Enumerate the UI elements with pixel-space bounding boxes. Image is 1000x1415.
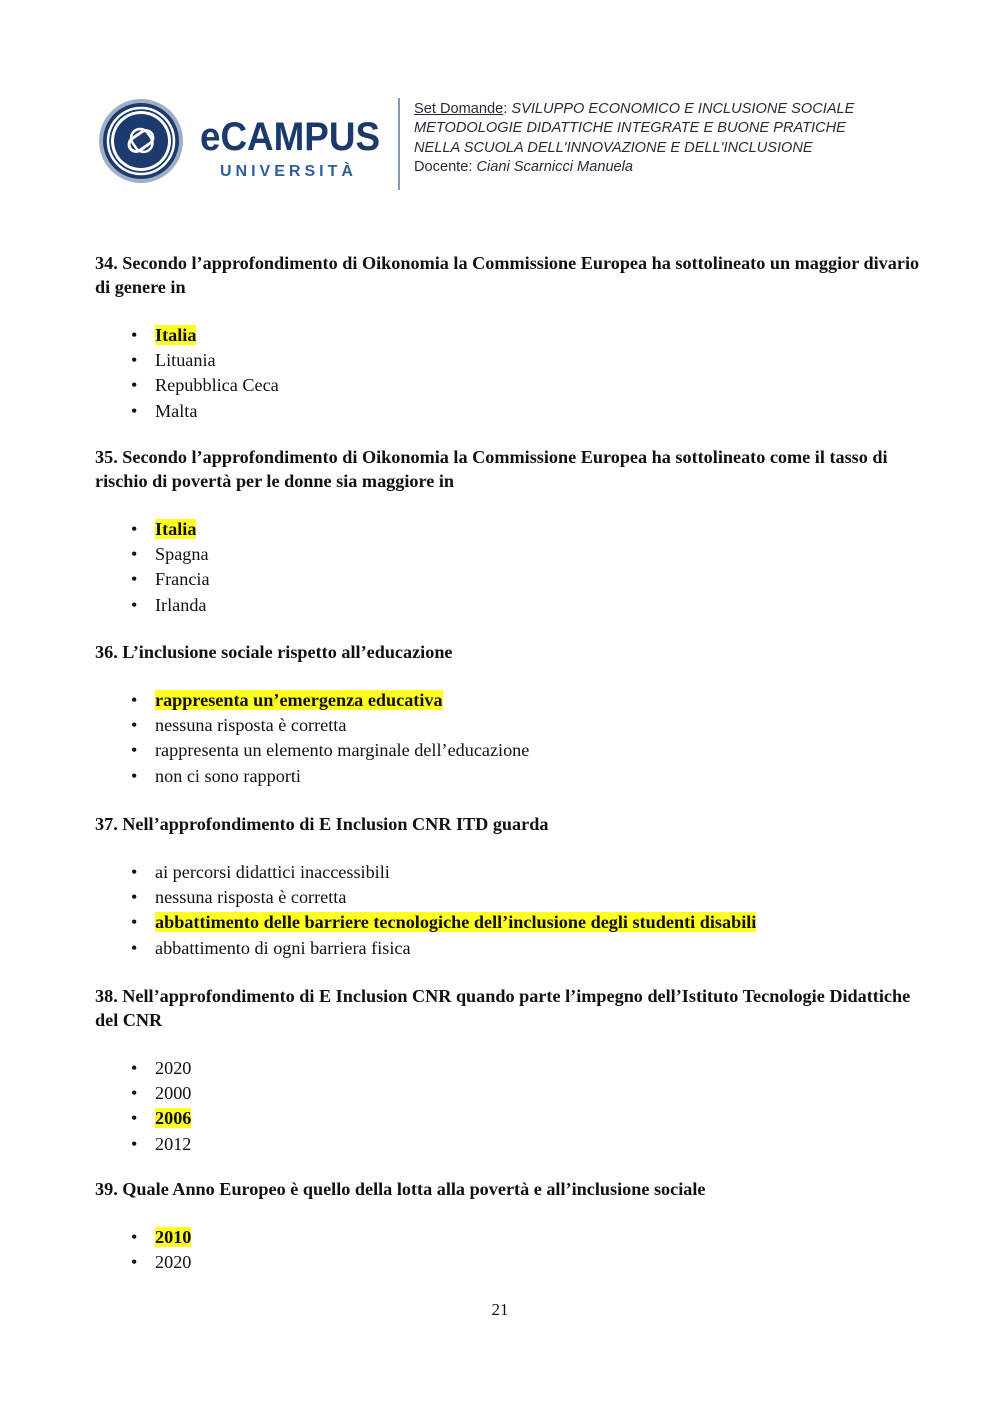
question-block xyxy=(95,251,925,424)
page-header xyxy=(96,96,916,196)
answer-text: 2012 xyxy=(155,1133,192,1154)
page-number: 21 xyxy=(491,1300,509,1319)
bullet: • xyxy=(131,325,138,345)
answer-text: non ci sono rapporti xyxy=(155,765,301,786)
answer-option xyxy=(95,1250,925,1275)
answer-text: 2000 xyxy=(155,1083,192,1104)
bullet: • xyxy=(131,715,138,736)
answer-option xyxy=(95,1056,925,1081)
bullet: • xyxy=(131,1108,138,1129)
bullet: • xyxy=(131,375,138,396)
highlighted-answer-text: 2010 xyxy=(155,1227,192,1247)
question-text: 37. Nell’approfondimento di E Inclusion CNR ITD guarda xyxy=(95,814,549,834)
bullet: • xyxy=(131,1083,138,1104)
highlighted-answer-text: rappresenta un’emergenza educativa xyxy=(155,690,443,710)
answer-text: rappresenta un elemento marginale dell’educazione xyxy=(155,740,530,761)
answer-text: Irlanda xyxy=(155,594,207,615)
question-block xyxy=(95,812,925,961)
bullet: • xyxy=(131,544,138,565)
answer-option xyxy=(95,567,925,592)
answer-options xyxy=(95,1225,925,1275)
answer-text: Francia xyxy=(155,569,210,590)
question-block xyxy=(95,1177,925,1275)
course-info xyxy=(414,100,914,177)
bullet: • xyxy=(131,765,138,786)
question-text: 39. Quale Anno Europeo è quello della lotta alla povertà e all’inclusione sociale xyxy=(95,1179,706,1199)
answer-option xyxy=(95,373,925,398)
answer-option-correct xyxy=(95,517,925,542)
answer-option xyxy=(95,860,925,885)
answer-option xyxy=(95,1132,925,1157)
set-label: Set Domande xyxy=(414,101,504,117)
answer-option xyxy=(95,593,925,618)
question-text: 34. Secondo l’approfondimento di Oikonomia la Commissione Europea ha sottolineato un maggior divario di genere in xyxy=(95,253,920,297)
answer-text: 2020 xyxy=(155,1252,192,1273)
answer-option-correct xyxy=(95,688,925,713)
answer-option-correct xyxy=(95,1106,925,1131)
answer-option-correct xyxy=(95,910,925,935)
header-divider xyxy=(398,98,400,190)
bullet: • xyxy=(131,887,138,908)
question-block xyxy=(95,445,925,618)
bullet: • xyxy=(131,1058,138,1078)
svg-text:UNIVERSITÀ: UNIVERSITÀ xyxy=(220,163,357,180)
course-title-3: NELLA SCUOLA DELL'INNOVAZIONE E DELL'INCLUSIONE xyxy=(414,139,813,156)
answer-text: 2020 xyxy=(155,1058,192,1078)
bullet: • xyxy=(131,862,138,882)
answer-text: Malta xyxy=(155,400,198,421)
bullet: • xyxy=(131,519,138,539)
question-text: 35. Secondo l’approfondimento di Oikonomia la Commissione Europea ha sottolineato come il tasso di rischio di povertà per le donne sia maggiore in xyxy=(95,447,888,491)
answer-text: nessuna risposta è corretta xyxy=(155,715,347,736)
bullet: • xyxy=(131,740,138,761)
answer-option xyxy=(95,542,925,567)
bullet: • xyxy=(131,400,138,421)
bullet: • xyxy=(131,1252,138,1273)
answer-text: Lituania xyxy=(155,350,216,371)
answer-text: ai percorsi didattici inaccessibili xyxy=(155,862,390,882)
course-title-2: METODOLOGIE DIDATTICHE INTEGRATE E BUONE PRATICHE xyxy=(414,120,846,137)
highlighted-answer-text: Italia xyxy=(155,519,197,539)
answer-options xyxy=(95,323,925,424)
question-block xyxy=(95,640,925,789)
bullet: • xyxy=(131,937,138,958)
svg-text:eCAMPUS: eCAMPUS xyxy=(200,115,380,159)
bullet: • xyxy=(131,1227,138,1247)
answer-options xyxy=(95,1056,925,1157)
answer-option xyxy=(95,764,925,789)
bullet: • xyxy=(131,569,138,590)
answer-option xyxy=(95,399,925,424)
highlighted-answer-text: Italia xyxy=(155,325,197,345)
answer-options xyxy=(95,517,925,618)
ecampus-seal-icon xyxy=(98,98,184,184)
answer-text: Spagna xyxy=(155,544,209,565)
docente-name: Ciani Scarnicci Manuela xyxy=(476,158,634,175)
answer-options xyxy=(95,688,925,789)
answer-option xyxy=(95,348,925,373)
answer-option xyxy=(95,936,925,961)
bullet: • xyxy=(131,912,138,933)
answer-option xyxy=(95,713,925,738)
question-text: 36. L’inclusione sociale rispetto all’educazione xyxy=(95,642,453,662)
bullet: • xyxy=(131,1133,138,1154)
answer-option-correct xyxy=(95,323,925,348)
bullet: • xyxy=(131,350,138,371)
answer-option xyxy=(95,1081,925,1106)
ecampus-wordmark xyxy=(200,114,380,182)
answer-text: abbattimento di ogni barriera fisica xyxy=(155,937,411,958)
docente-label: Docente: xyxy=(414,158,473,175)
answer-option-correct xyxy=(95,1225,925,1250)
answer-options xyxy=(95,860,925,961)
question-block xyxy=(95,984,925,1157)
bullet: • xyxy=(131,594,138,615)
answer-text: Repubblica Ceca xyxy=(155,375,279,396)
answer-option xyxy=(95,738,925,763)
highlighted-answer-text: 2006 xyxy=(155,1108,192,1129)
answer-option xyxy=(95,885,925,910)
course-title-1: SVILUPPO ECONOMICO E INCLUSIONE SOCIALE xyxy=(511,101,855,117)
answer-text: nessuna risposta è corretta xyxy=(155,887,347,908)
set-line-1: Set Domande: SVILUPPO ECONOMICO E INCLUSIONE SOCIALE xyxy=(414,101,855,117)
bullet: • xyxy=(131,690,138,710)
question-text: 38. Nell’approfondimento di E Inclusion CNR quando parte l’impegno dell’Istituto Tecnologie Didattiche del CNR xyxy=(95,986,911,1030)
highlighted-answer-text: abbattimento delle barriere tecnologiche dell’inclusione degli studenti disabili xyxy=(155,912,757,933)
docente-line xyxy=(414,158,914,177)
